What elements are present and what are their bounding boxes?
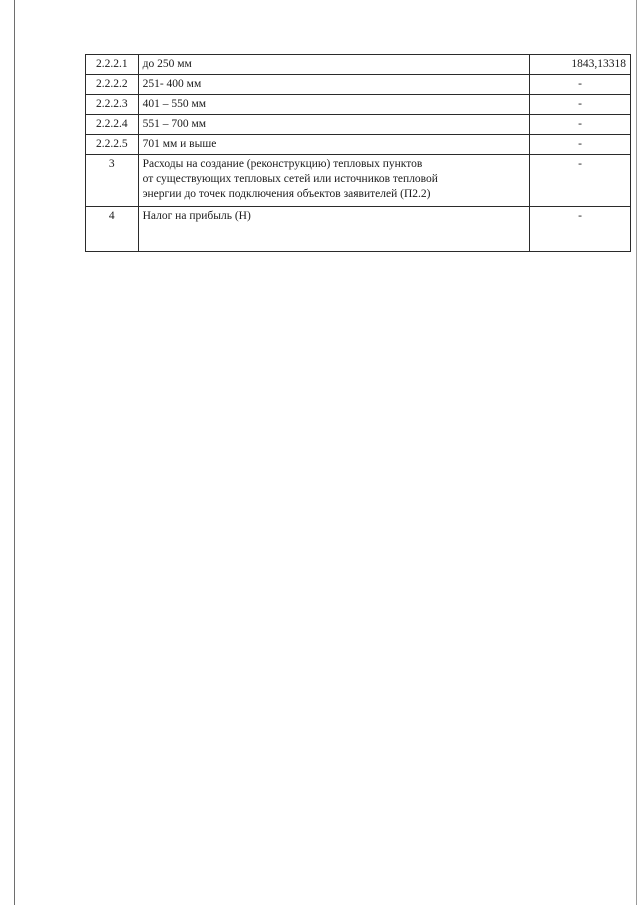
row-name-line: Налог на прибыль (Н) <box>142 210 251 222</box>
row-name <box>138 207 529 252</box>
row-name-line: 251- 400 мм <box>142 78 202 90</box>
row-value: - <box>529 135 630 155</box>
row-value: - <box>529 207 630 252</box>
row-value: - <box>529 115 630 135</box>
row-name-line: Расходы на создание (реконструкцию) тепловых пунктов <box>142 158 423 170</box>
table-row <box>86 75 631 95</box>
row-value: - <box>529 95 630 115</box>
row-value: - <box>529 75 630 95</box>
row-number: 3 <box>86 155 139 207</box>
table-row <box>86 207 631 252</box>
row-name <box>138 55 529 75</box>
row-number: 2.2.2.5 <box>86 135 139 155</box>
row-name <box>138 75 529 95</box>
row-name <box>138 155 529 207</box>
row-name-line: 701 мм и выше <box>142 138 217 150</box>
table-row <box>86 155 631 207</box>
row-number: 2.2.2.3 <box>86 95 139 115</box>
row-number: 4 <box>86 207 139 252</box>
table-row <box>86 115 631 135</box>
row-name-line: до 250 мм <box>142 58 192 70</box>
row-name-line: 401 – 550 мм <box>142 98 207 110</box>
page-edge-left <box>14 0 15 905</box>
row-number: 2.2.2.4 <box>86 115 139 135</box>
row-number: 2.2.2.2 <box>86 75 139 95</box>
page-edge-right <box>636 0 637 905</box>
row-value: 1843,13318 <box>529 55 630 75</box>
row-name <box>138 95 529 115</box>
row-number: 2.2.2.1 <box>86 55 139 75</box>
row-name-line: 551 – 700 мм <box>142 118 207 130</box>
row-name <box>138 115 529 135</box>
table-row <box>86 95 631 115</box>
tariff-table <box>85 54 631 252</box>
row-name <box>138 135 529 155</box>
row-name-line: энергии до точек подключения объектов заявителей (П2.2) <box>142 188 431 200</box>
table-row <box>86 55 631 75</box>
row-value: - <box>529 155 630 207</box>
row-name-line: от существующих тепловых сетей или источников тепловой <box>142 173 438 185</box>
table-row <box>86 135 631 155</box>
